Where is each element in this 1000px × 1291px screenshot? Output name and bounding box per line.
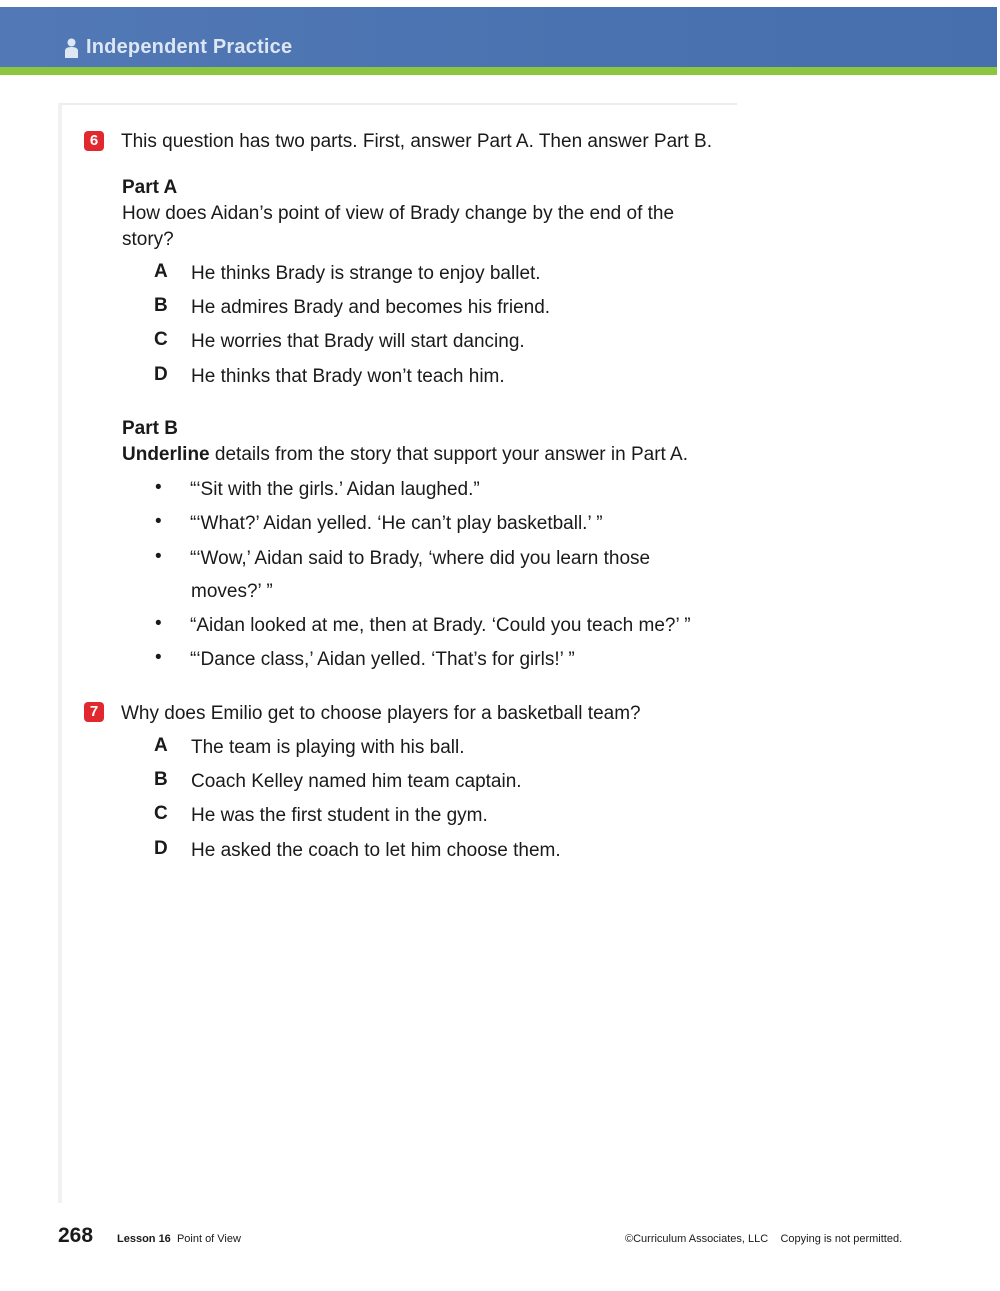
copy-notice: Copying is not permitted.: [780, 1233, 903, 1245]
section-title: [64, 36, 292, 59]
answer-option[interactable]: Coach Kelley named him team captain.: [191, 771, 522, 792]
option-letter[interactable]: B: [154, 769, 168, 790]
answer-option[interactable]: He was the first student in the gym.: [191, 805, 488, 826]
section-title-text: Independent Practice: [86, 36, 293, 58]
part-b-heading: Part B: [122, 418, 178, 439]
copyright: [625, 1233, 902, 1245]
instruction-emphasis: Underline: [122, 444, 210, 465]
story-detail[interactable]: “‘Sit with the girls.’ Aidan laughed.”: [190, 479, 480, 500]
bullet-marker: •: [155, 511, 162, 532]
story-detail[interactable]: “‘What?’ Aidan yelled. ‘He can’t play basketball.’ ”: [190, 513, 603, 534]
header-stripe: [0, 67, 997, 75]
option-letter[interactable]: A: [154, 261, 168, 282]
question-prompt: Why does Emilio get to choose players for a basketball team?: [121, 703, 641, 724]
part-a-heading: Part A: [122, 177, 178, 198]
instruction-text: details from the story that support your answer in Part A.: [209, 444, 689, 465]
bullet-marker: •: [155, 546, 162, 567]
bullet-marker: •: [155, 613, 162, 634]
copyright-text: ©Curriculum Associates, LLC: [625, 1233, 769, 1245]
story-detail-cont[interactable]: moves?’ ”: [191, 581, 273, 602]
part-a-question: How does Aidan’s point of view of Brady change by the end of the: [122, 203, 675, 224]
story-detail[interactable]: “‘Dance class,’ Aidan yelled. ‘That’s for girls!’ ”: [190, 649, 575, 670]
answer-option[interactable]: He admires Brady and becomes his friend.: [191, 297, 551, 318]
lesson-label: Lesson 16: [117, 1233, 171, 1245]
answer-option[interactable]: He thinks that Brady won’t teach him.: [191, 366, 505, 387]
option-letter[interactable]: D: [154, 364, 168, 385]
question-number-badge: 6: [84, 131, 104, 151]
lesson-topic: Point of View: [176, 1233, 241, 1245]
answer-option[interactable]: The team is playing with his ball.: [191, 737, 465, 758]
option-letter[interactable]: C: [154, 803, 168, 824]
lesson-info: [117, 1233, 241, 1245]
question-prompt: This question has two parts. First, answer Part A. Then answer Part B.: [121, 131, 713, 152]
option-letter[interactable]: B: [154, 295, 168, 316]
option-letter[interactable]: D: [154, 838, 168, 859]
answer-option[interactable]: He asked the coach to let him choose them.: [191, 840, 561, 861]
part-b-instruction: [122, 442, 688, 468]
answer-option[interactable]: He worries that Brady will start dancing.: [191, 331, 525, 352]
story-detail[interactable]: “Aidan looked at me, then at Brady. ‘Could you teach me?’ ”: [190, 615, 691, 636]
bullet-marker: •: [155, 647, 162, 668]
person-icon: [64, 38, 79, 58]
page-number: 268: [58, 1224, 94, 1247]
story-detail[interactable]: “‘Wow,’ Aidan said to Brady, ‘where did you learn those: [190, 548, 651, 569]
question-number-badge: 7: [84, 702, 104, 722]
bullet-marker: •: [155, 477, 162, 498]
answer-option[interactable]: He thinks Brady is strange to enjoy ballet.: [191, 263, 541, 284]
option-letter[interactable]: C: [154, 329, 168, 350]
part-a-question-cont: story?: [122, 229, 174, 250]
option-letter[interactable]: A: [154, 735, 168, 756]
